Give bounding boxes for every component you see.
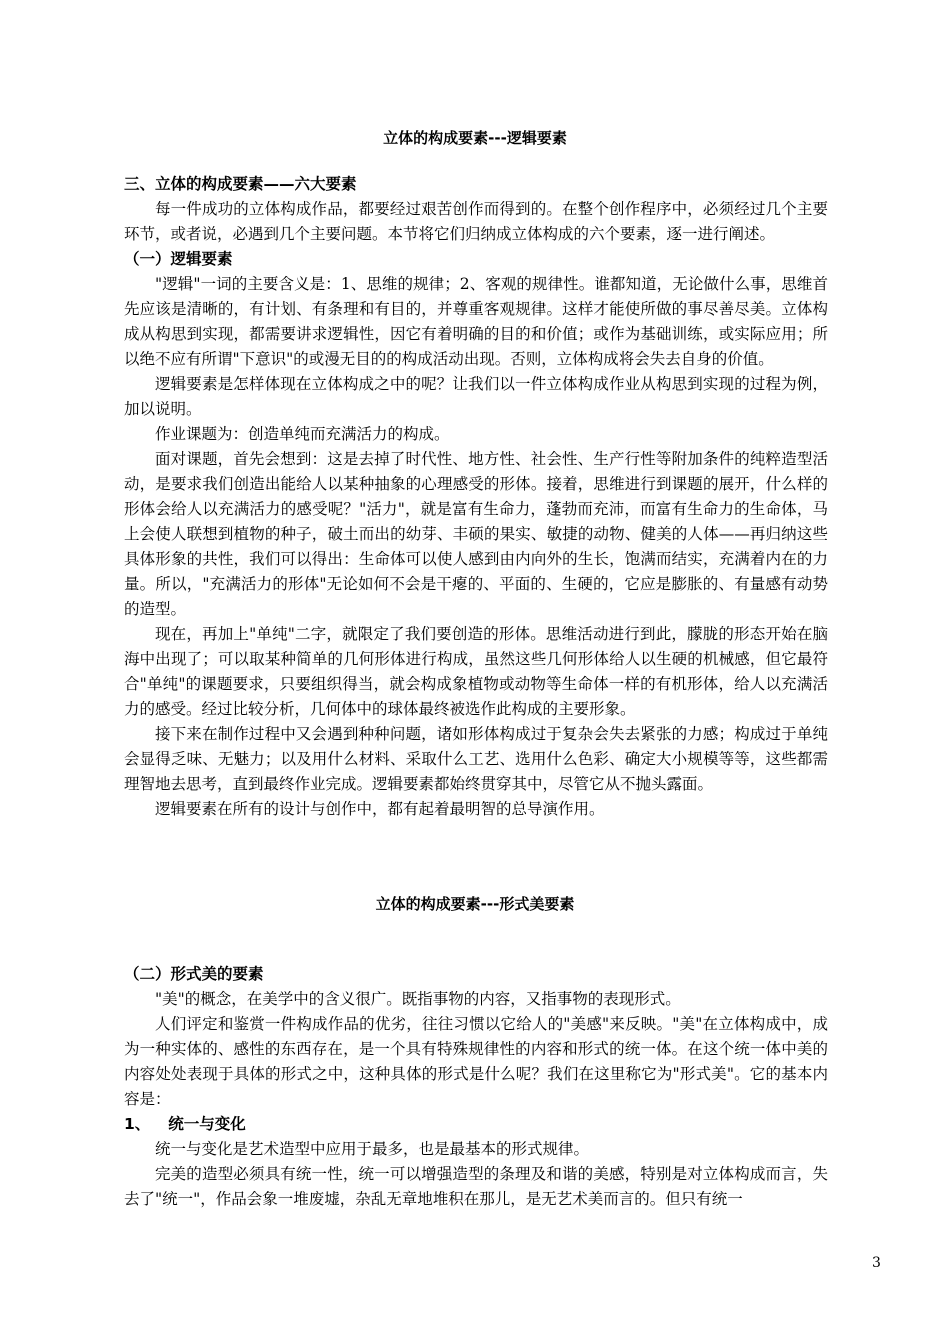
- subsection-heading-logic: （一）逻辑要素: [124, 250, 233, 268]
- paragraph-beauty-concept: "美"的概念，在美学中的含义很广。既指事物的内容，又指事物的表现形式。: [155, 990, 681, 1008]
- paragraph-analysis: 面对课题，首先会想到：这是去掉了时代性、地方性、社会性、生产行性等附加条件的纯粹造型活动，是要求我们创造出能给人以某种抽象的心理感受的形体。接着，思维进行到课题的展开，什么样的形体会给人以充满活力的感受呢？"活力"，就是富有生命力，蓬勃而充沛，而富有生命力的生命体，马上会使人联想到植物的种子，破土而出的幼芽、丰硕的果实、敏捷的动物、健美的人体——再归纳这些具体形象的共性，我们可以得出：生命体可以使人感到由内向外的生长，饱满而结实，充满着内在的力量。所以，"充满活力的形体"无论如何不会是干瘪的、平面的、生硬的，它应是膨胀的、有量感有动势的造型。: [124, 450, 828, 618]
- page-title-logic: 立体的构成要素---逻辑要素: [383, 129, 567, 147]
- item-heading: 统一与变化: [168, 1115, 246, 1133]
- subsection-heading-form-beauty: （二）形式美的要素: [124, 965, 264, 983]
- paragraph-simplicity: 现在，再加上"单纯"二字，就限定了我们要创造的形体。思维活动进行到此，朦胧的形态开始在脑海中出现了；可以取某种简单的几何形体进行构成，虽然这些几何形体给人以生硬的机械感，但它最符合"单纯"的课题要求，只要组织得当，就会构成象植物或动物等生命体一样的有机形体，给人以充满活力的感受。经过比较分析，几何体中的球体最终被选作此构成的主要形象。: [124, 625, 828, 718]
- paragraph-unity-detail: 完美的造型必须具有统一性，统一可以增强造型的条理及和谐的美感，特别是对立体构成而言，失去了"统一"，作品会象一堆废墟，杂乱无章地堆积在那儿，是无艺术美而言的。但只有统一: [124, 1165, 828, 1208]
- paragraph-logic-definition: "逻辑"一词的主要含义是：1、思维的规律；2、客观的规律性。谁都知道，无论做什么事，思维首先应该是清晰的，有计划、有条理和有目的，并尊重客观规律。这样才能使所做的事尽善尽美。立体构成从构思到实现，都需要讲求逻辑性，因它有着明确的目的和价值；或作为基础训练，或实际应用；所以绝不应有所谓"下意识"的或漫无目的的构成活动出现。否则，立体构成将会失去自身的价值。: [124, 275, 828, 368]
- paragraph-intro: 每一件成功的立体构成作品，都要经过艰苦创作而得到的。在整个创作程序中，必须经过几个主要环节，或者说，必遇到几个主要问题。本节将它们归纳成立体构成的六个要素，逐一进行阐述。: [124, 200, 828, 243]
- paragraph-logic-conclusion: 逻辑要素在所有的设计与创作中，都有起着最明智的总导演作用。: [155, 800, 605, 818]
- section-logic-body: [124, 172, 828, 822]
- paragraph-logic-question: 逻辑要素是怎样体现在立体构成之中的呢？让我们以一件立体构成作业从构思到实现的过程为例，加以说明。: [124, 375, 828, 418]
- paragraph-assignment: 作业课题为：创造单纯而充满活力的构成。: [155, 425, 450, 443]
- paragraph-production: 接下来在制作过程中又会遇到种种问题，诸如形体构成过于复杂会失去紧张的力感；构成过于单纯会显得乏味、无魅力；以及用什么材料、采取什么工艺、选用什么色彩、确定大小规模等等，这些都需理智地去思考，直到最终作业完成。逻辑要素都始终贯穿其中，尽管它从不抛头露面。: [124, 725, 828, 793]
- section-heading-six-elements: 三、立体的构成要素——六大要素: [124, 175, 357, 193]
- page-title-form-beauty: 立体的构成要素---形式美要素: [375, 895, 575, 913]
- item-number: 1、: [124, 1115, 151, 1133]
- page-number: 3: [872, 1255, 881, 1271]
- numbered-heading-unity-variety: [124, 1112, 828, 1137]
- section-form-beauty-body: [124, 962, 828, 1212]
- paragraph-beauty-evaluation: 人们评定和鉴赏一件构成作品的优劣，往往习惯以它给人的"美感"来反映。"美"在立体构成中，成为一种实体的、感性的东西存在，是一个具有特殊规律性的内容和形式的统一体。在这个统一体中美的内容处处表现于具体的形式之中，这种具体的形式是什么呢？我们在这里称它为"形式美"。它的基本内容是：: [124, 1015, 828, 1108]
- paragraph-unity-basic: 统一与变化是艺术造型中应用于最多，也是最基本的形式规律。: [155, 1140, 590, 1158]
